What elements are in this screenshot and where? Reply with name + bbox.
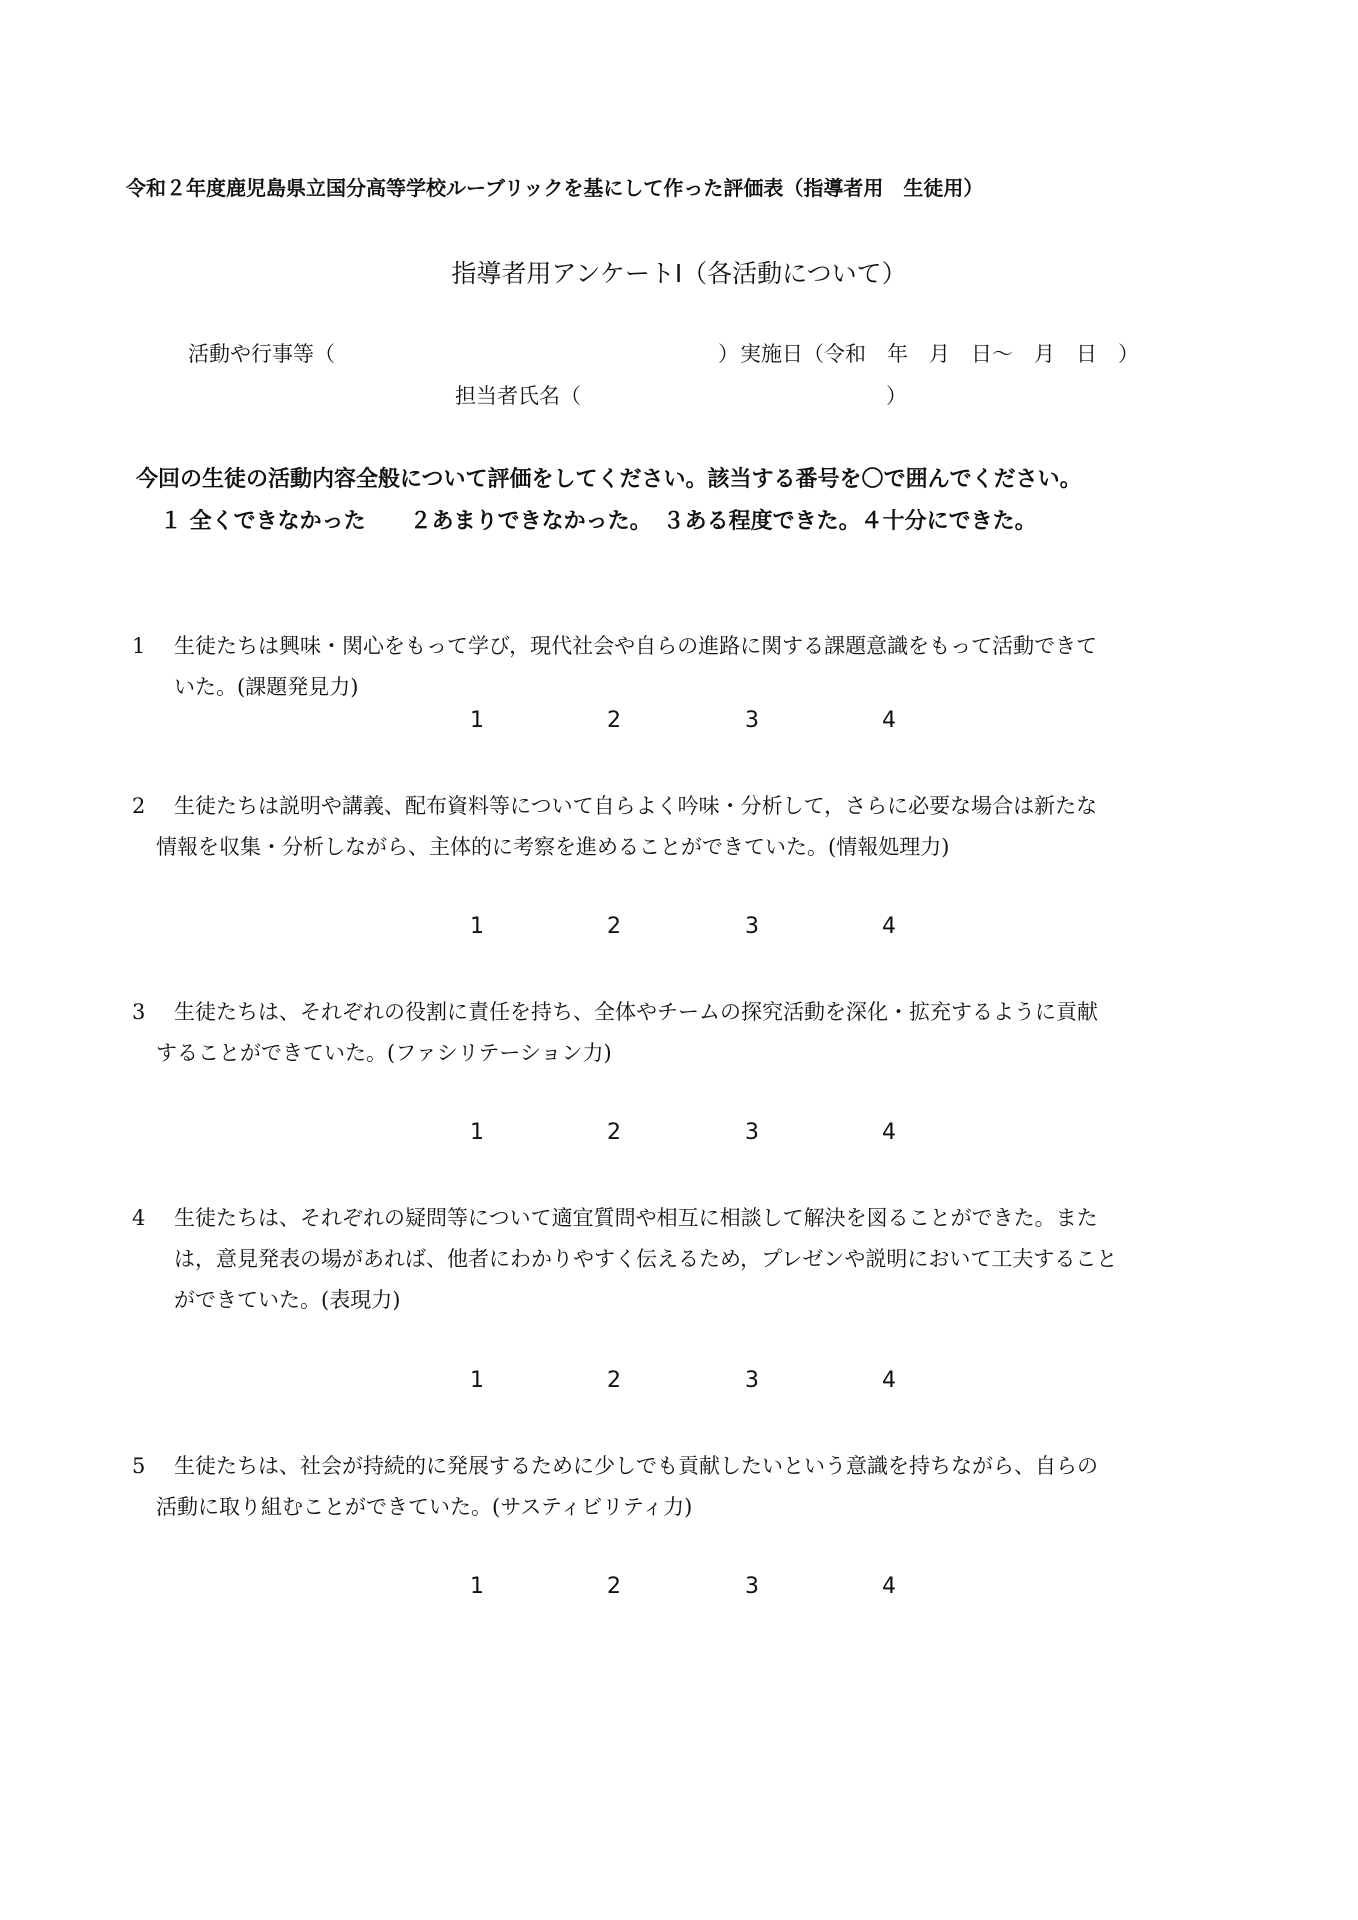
activity-close: ） xyxy=(718,342,739,366)
question-2 xyxy=(132,786,1242,868)
activity-label: 活動や行事等（ xyxy=(188,342,335,366)
rating-option-2[interactable]: 2 xyxy=(607,708,621,733)
question-text-cont: 情報を収集・分析しながら、主体的に考察を進めることができていた。(情報処理力) xyxy=(156,835,950,859)
instruction-line-1: 今回の生徒の活動内容全般について評価をしてください。該当する番号を〇で囲んでください。 xyxy=(136,467,1082,492)
rating-option-2[interactable]: 2 xyxy=(607,1574,621,1599)
rating-option-2[interactable]: 2 xyxy=(607,914,621,939)
question-text-cont: することができていた。(ファシリテーション力) xyxy=(156,1041,612,1065)
question-number: 5 xyxy=(132,1454,146,1478)
question-text-cont: 活動に取り組むことができていた。(サスティビリティ力) xyxy=(156,1495,693,1519)
question-text-cont: は，意見発表の場があれば、他者にわかりやすく伝えるため，プレゼンや説明において工夫すること xyxy=(174,1247,1118,1271)
rating-option-3[interactable]: 3 xyxy=(745,708,759,733)
question-text-cont-2: ができていた。(表現力) xyxy=(174,1288,401,1312)
survey-title: 指導者用アンケートⅠ（各活動について） xyxy=(451,259,907,288)
rating-option-3[interactable]: 3 xyxy=(745,1368,759,1393)
rating-option-3[interactable]: 3 xyxy=(745,914,759,939)
date-label: 実施日（令和 年 月 日～ 月 日 ） xyxy=(740,342,1139,366)
person-close: ） xyxy=(886,384,907,408)
rating-scale-4 xyxy=(0,1368,1358,1398)
person-label: 担当者氏名（ xyxy=(455,384,581,408)
question-text: 生徒たちは、それぞれの疑問等について適宜質問や相互に相談して解決を図ることができた。また xyxy=(174,1206,1098,1230)
question-text: 生徒たちは興味・関心をもって学び，現代社会や自らの進路に関する課題意識をもって活動できて xyxy=(174,634,1098,658)
question-3 xyxy=(132,992,1242,1074)
rating-option-4[interactable]: 4 xyxy=(882,1120,896,1145)
rating-legend: １ 全くできなかった ２あまりできなかった。 ３ある程度できた。４十分にできた。 xyxy=(160,509,1037,534)
document-header: 令和２年度鹿児島県立国分高等学校ルーブリックを基にして作った評価表（指導者用 生徒用） xyxy=(126,176,984,200)
rating-option-4[interactable]: 4 xyxy=(882,1574,896,1599)
rating-scale-5 xyxy=(0,1574,1358,1604)
question-number: 4 xyxy=(132,1206,146,1230)
question-text: 生徒たちは、それぞれの役割に責任を持ち、全体やチームの探究活動を深化・拡充するように貢献 xyxy=(174,1000,1098,1024)
rating-scale-1 xyxy=(0,708,1358,738)
rating-option-1[interactable]: 1 xyxy=(470,1120,484,1145)
question-4 xyxy=(132,1198,1242,1321)
question-text-cont: いた。(課題発見力) xyxy=(174,675,359,699)
rating-scale-3 xyxy=(0,1120,1358,1150)
rating-option-1[interactable]: 1 xyxy=(470,1574,484,1599)
question-number: 2 xyxy=(132,794,146,818)
rating-option-1[interactable]: 1 xyxy=(470,708,484,733)
rating-scale-2 xyxy=(0,914,1358,944)
rating-option-4[interactable]: 4 xyxy=(882,1368,896,1393)
question-text: 生徒たちは、社会が持続的に発展するために少しでも貢献したいという意識を持ちながら、自らの xyxy=(174,1454,1098,1478)
rating-option-4[interactable]: 4 xyxy=(882,708,896,733)
question-text: 生徒たちは説明や講義、配布資料等について自らよく吟味・分析して，さらに必要な場合は新たな xyxy=(174,794,1098,818)
question-1 xyxy=(132,626,1242,708)
rating-option-3[interactable]: 3 xyxy=(745,1574,759,1599)
rating-option-3[interactable]: 3 xyxy=(745,1120,759,1145)
question-number: 1 xyxy=(132,634,146,658)
rating-option-2[interactable]: 2 xyxy=(607,1368,621,1393)
rating-option-1[interactable]: 1 xyxy=(470,914,484,939)
question-5 xyxy=(132,1446,1242,1528)
question-number: 3 xyxy=(132,1000,146,1024)
rating-option-2[interactable]: 2 xyxy=(607,1120,621,1145)
rating-option-4[interactable]: 4 xyxy=(882,914,896,939)
rating-option-1[interactable]: 1 xyxy=(470,1368,484,1393)
